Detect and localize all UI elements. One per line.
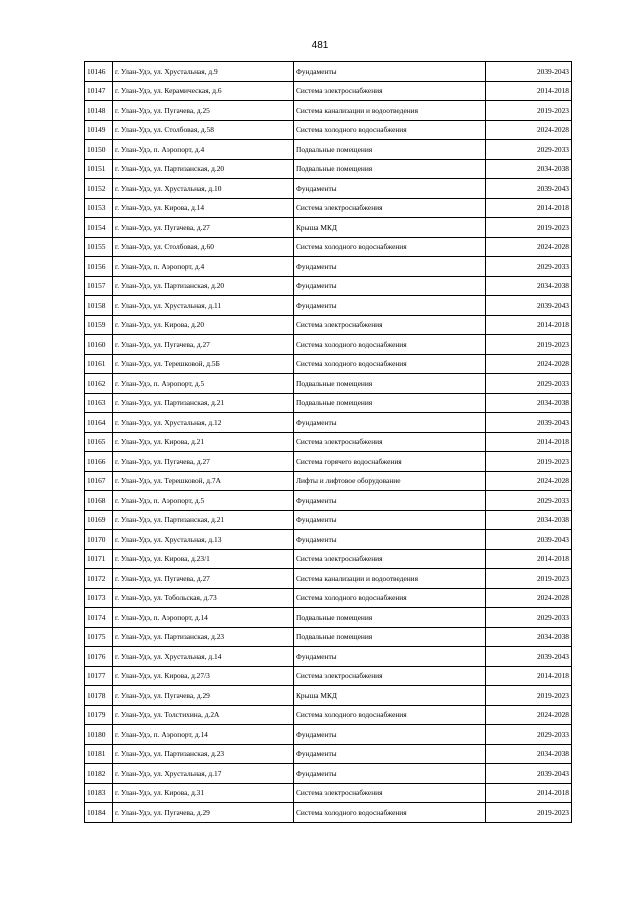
system-cell: Фундаменты <box>294 530 486 550</box>
system-cell: Фундаменты <box>294 296 486 316</box>
period-cell: 2014-2018 <box>486 783 572 803</box>
address-cell: г. Улан-Удэ, ул. Терешковой, д.7А <box>113 471 294 491</box>
row-number-cell: 10158 <box>85 296 113 316</box>
registry-table-body <box>85 62 572 823</box>
period-cell: 2034-2038 <box>486 627 572 647</box>
row-number-cell: 10163 <box>85 393 113 413</box>
table-row <box>85 198 572 218</box>
address-cell: г. Улан-Удэ, п. Аэропорт, д.14 <box>113 725 294 745</box>
address-cell: г. Улан-Удэ, ул. Пугачева, д.27 <box>113 218 294 238</box>
table-row <box>85 432 572 452</box>
period-cell: 2029-2033 <box>486 491 572 511</box>
system-cell: Фундаменты <box>294 179 486 199</box>
system-cell: Крыша МКД <box>294 218 486 238</box>
row-number-cell: 10170 <box>85 530 113 550</box>
table-row <box>85 159 572 179</box>
system-cell: Подвальные помещения <box>294 393 486 413</box>
row-number-cell: 10167 <box>85 471 113 491</box>
row-number-cell: 10171 <box>85 549 113 569</box>
period-cell: 2039-2043 <box>486 764 572 784</box>
table-row <box>85 627 572 647</box>
row-number-cell: 10182 <box>85 764 113 784</box>
address-cell: г. Улан-Удэ, ул. Пугачева, д.29 <box>113 803 294 823</box>
address-cell: г. Улан-Удэ, ул. Керамическая, д.6 <box>113 81 294 101</box>
row-number-cell: 10157 <box>85 276 113 296</box>
period-cell: 2029-2033 <box>486 374 572 394</box>
row-number-cell: 10150 <box>85 140 113 160</box>
row-number-cell: 10156 <box>85 257 113 277</box>
system-cell: Подвальные помещения <box>294 627 486 647</box>
period-cell: 2024-2028 <box>486 354 572 374</box>
table-row <box>85 744 572 764</box>
period-cell: 2019-2023 <box>486 686 572 706</box>
address-cell: г. Улан-Удэ, ул. Тобольская, д.73 <box>113 588 294 608</box>
table-row <box>85 354 572 374</box>
table-row <box>85 725 572 745</box>
system-cell: Фундаменты <box>294 647 486 667</box>
row-number-cell: 10173 <box>85 588 113 608</box>
table-row <box>85 471 572 491</box>
period-cell: 2024-2028 <box>486 588 572 608</box>
system-cell: Подвальные помещения <box>294 608 486 628</box>
system-cell: Система электроснабжения <box>294 432 486 452</box>
period-cell: 2014-2018 <box>486 432 572 452</box>
period-cell: 2039-2043 <box>486 647 572 667</box>
period-cell: 2039-2043 <box>486 530 572 550</box>
system-cell: Система холодного водоснабжения <box>294 237 486 257</box>
system-cell: Подвальные помещения <box>294 159 486 179</box>
registry-table <box>84 61 572 823</box>
system-cell: Система электроснабжения <box>294 783 486 803</box>
row-number-cell: 10164 <box>85 413 113 433</box>
period-cell: 2019-2023 <box>486 569 572 589</box>
address-cell: г. Улан-Удэ, ул. Пугачева, д.27 <box>113 569 294 589</box>
period-cell: 2014-2018 <box>486 81 572 101</box>
row-number-cell: 10175 <box>85 627 113 647</box>
address-cell: г. Улан-Удэ, ул. Кирова, д.14 <box>113 198 294 218</box>
row-number-cell: 10160 <box>85 335 113 355</box>
table-row <box>85 764 572 784</box>
row-number-cell: 10181 <box>85 744 113 764</box>
address-cell: г. Улан-Удэ, ул. Толстихина, д.2А <box>113 705 294 725</box>
system-cell: Лифты и лифтовое оборудование <box>294 471 486 491</box>
row-number-cell: 10178 <box>85 686 113 706</box>
table-row <box>85 588 572 608</box>
address-cell: г. Улан-Удэ, ул. Пугачева, д.27 <box>113 452 294 472</box>
address-cell: г. Улан-Удэ, ул. Партизанская, д.21 <box>113 510 294 530</box>
address-cell: г. Улан-Удэ, ул. Хрустальная, д.13 <box>113 530 294 550</box>
row-number-cell: 10152 <box>85 179 113 199</box>
row-number-cell: 10147 <box>85 81 113 101</box>
system-cell: Система горячего водоснабжения <box>294 452 486 472</box>
period-cell: 2034-2038 <box>486 159 572 179</box>
table-row <box>85 452 572 472</box>
system-cell: Фундаменты <box>294 510 486 530</box>
period-cell: 2029-2033 <box>486 608 572 628</box>
table-row <box>85 276 572 296</box>
address-cell: г. Улан-Удэ, п. Аэропорт, д.5 <box>113 374 294 394</box>
address-cell: г. Улан-Удэ, ул. Терешковой, д.5Б <box>113 354 294 374</box>
table-row <box>85 179 572 199</box>
table-row <box>85 335 572 355</box>
address-cell: г. Улан-Удэ, ул. Партизанская, д.23 <box>113 627 294 647</box>
address-cell: г. Улан-Удэ, ул. Партизанская, д.21 <box>113 393 294 413</box>
system-cell: Система электроснабжения <box>294 549 486 569</box>
table-row <box>85 315 572 335</box>
row-number-cell: 10148 <box>85 101 113 121</box>
table-row <box>85 686 572 706</box>
system-cell: Фундаменты <box>294 744 486 764</box>
row-number-cell: 10177 <box>85 666 113 686</box>
table-row <box>85 549 572 569</box>
row-number-cell: 10161 <box>85 354 113 374</box>
address-cell: г. Улан-Удэ, ул. Кирова, д.31 <box>113 783 294 803</box>
address-cell: г. Улан-Удэ, ул. Хрустальная, д.14 <box>113 647 294 667</box>
period-cell: 2029-2033 <box>486 725 572 745</box>
row-number-cell: 10162 <box>85 374 113 394</box>
address-cell: г. Улан-Удэ, ул. Кирова, д.20 <box>113 315 294 335</box>
row-number-cell: 10153 <box>85 198 113 218</box>
period-cell: 2024-2028 <box>486 120 572 140</box>
system-cell: Система канализации и водоотведения <box>294 101 486 121</box>
table-row <box>85 666 572 686</box>
address-cell: г. Улан-Удэ, ул. Столбовая, д.58 <box>113 120 294 140</box>
period-cell: 2024-2028 <box>486 705 572 725</box>
row-number-cell: 10154 <box>85 218 113 238</box>
period-cell: 2019-2023 <box>486 452 572 472</box>
system-cell: Фундаменты <box>294 62 486 82</box>
address-cell: г. Улан-Удэ, ул. Пугачева, д.25 <box>113 101 294 121</box>
row-number-cell: 10180 <box>85 725 113 745</box>
row-number-cell: 10155 <box>85 237 113 257</box>
system-cell: Система электроснабжения <box>294 81 486 101</box>
row-number-cell: 10184 <box>85 803 113 823</box>
table-row <box>85 783 572 803</box>
address-cell: г. Улан-Удэ, ул. Партизанская, д.20 <box>113 159 294 179</box>
system-cell: Система канализации и водоотведения <box>294 569 486 589</box>
address-cell: г. Улан-Удэ, ул. Хрустальная, д.10 <box>113 179 294 199</box>
system-cell: Подвальные помещения <box>294 374 486 394</box>
system-cell: Крыша МКД <box>294 686 486 706</box>
row-number-cell: 10151 <box>85 159 113 179</box>
page-number: 481 <box>311 40 329 51</box>
period-cell: 2034-2038 <box>486 276 572 296</box>
row-number-cell: 10174 <box>85 608 113 628</box>
system-cell: Система холодного водоснабжения <box>294 803 486 823</box>
period-cell: 2034-2038 <box>486 744 572 764</box>
period-cell: 2024-2028 <box>486 471 572 491</box>
system-cell: Фундаменты <box>294 725 486 745</box>
period-cell: 2029-2033 <box>486 140 572 160</box>
row-number-cell: 10168 <box>85 491 113 511</box>
row-number-cell: 10183 <box>85 783 113 803</box>
row-number-cell: 10176 <box>85 647 113 667</box>
address-cell: г. Улан-Удэ, п. Аэропорт, д.4 <box>113 140 294 160</box>
period-cell: 2019-2023 <box>486 335 572 355</box>
address-cell: г. Улан-Удэ, ул. Пугачева, д.27 <box>113 335 294 355</box>
table-row <box>85 647 572 667</box>
table-row <box>85 296 572 316</box>
address-cell: г. Улан-Удэ, ул. Хрустальная, д.17 <box>113 764 294 784</box>
period-cell: 2019-2023 <box>486 803 572 823</box>
row-number-cell: 10149 <box>85 120 113 140</box>
system-cell: Система электроснабжения <box>294 315 486 335</box>
table-row <box>85 803 572 823</box>
period-cell: 2019-2023 <box>486 218 572 238</box>
system-cell: Система холодного водоснабжения <box>294 120 486 140</box>
system-cell: Система электроснабжения <box>294 198 486 218</box>
table-row <box>85 705 572 725</box>
table-row <box>85 120 572 140</box>
period-cell: 2014-2018 <box>486 315 572 335</box>
system-cell: Система холодного водоснабжения <box>294 335 486 355</box>
table-row <box>85 569 572 589</box>
row-number-cell: 10165 <box>85 432 113 452</box>
system-cell: Фундаменты <box>294 413 486 433</box>
period-cell: 2014-2018 <box>486 549 572 569</box>
system-cell: Фундаменты <box>294 257 486 277</box>
address-cell: г. Улан-Удэ, ул. Пугачева, д.29 <box>113 686 294 706</box>
address-cell: г. Улан-Удэ, ул. Хрустальная, д.11 <box>113 296 294 316</box>
table-row <box>85 218 572 238</box>
address-cell: г. Улан-Удэ, ул. Кирова, д.21 <box>113 432 294 452</box>
period-cell: 2039-2043 <box>486 179 572 199</box>
period-cell: 2029-2033 <box>486 257 572 277</box>
period-cell: 2039-2043 <box>486 62 572 82</box>
table-row <box>85 140 572 160</box>
address-cell: г. Улан-Удэ, ул. Партизанская, д.20 <box>113 276 294 296</box>
table-row <box>85 491 572 511</box>
table-row <box>85 81 572 101</box>
row-number-cell: 10169 <box>85 510 113 530</box>
table-row <box>85 530 572 550</box>
system-cell: Подвальные помещения <box>294 140 486 160</box>
system-cell: Система холодного водоснабжения <box>294 354 486 374</box>
row-number-cell: 10159 <box>85 315 113 335</box>
table-row <box>85 62 572 82</box>
address-cell: г. Улан-Удэ, ул. Кирова, д.27/3 <box>113 666 294 686</box>
system-cell: Фундаменты <box>294 491 486 511</box>
system-cell: Система холодного водоснабжения <box>294 588 486 608</box>
row-number-cell: 10179 <box>85 705 113 725</box>
system-cell: Система холодного водоснабжения <box>294 705 486 725</box>
address-cell: г. Улан-Удэ, ул. Кирова, д.23/1 <box>113 549 294 569</box>
table-row <box>85 237 572 257</box>
address-cell: г. Улан-Удэ, ул. Хрустальная, д.9 <box>113 62 294 82</box>
table-row <box>85 608 572 628</box>
period-cell: 2034-2038 <box>486 393 572 413</box>
period-cell: 2034-2038 <box>486 510 572 530</box>
row-number-cell: 10166 <box>85 452 113 472</box>
row-number-cell: 10172 <box>85 569 113 589</box>
period-cell: 2014-2018 <box>486 666 572 686</box>
row-number-cell: 10146 <box>85 62 113 82</box>
address-cell: г. Улан-Удэ, ул. Партизанская, д.23 <box>113 744 294 764</box>
system-cell: Фундаменты <box>294 276 486 296</box>
address-cell: г. Улан-Удэ, ул. Столбовая, д.60 <box>113 237 294 257</box>
address-cell: г. Улан-Удэ, п. Аэропорт, д.4 <box>113 257 294 277</box>
table-row <box>85 510 572 530</box>
table-row <box>85 101 572 121</box>
system-cell: Система электроснабжения <box>294 666 486 686</box>
table-row <box>85 257 572 277</box>
table-row <box>85 393 572 413</box>
address-cell: г. Улан-Удэ, п. Аэропорт, д.5 <box>113 491 294 511</box>
period-cell: 2014-2018 <box>486 198 572 218</box>
period-cell: 2019-2023 <box>486 101 572 121</box>
table-row <box>85 374 572 394</box>
address-cell: г. Улан-Удэ, п. Аэропорт, д.14 <box>113 608 294 628</box>
address-cell: г. Улан-Удэ, ул. Хрустальная, д.12 <box>113 413 294 433</box>
system-cell: Фундаменты <box>294 764 486 784</box>
period-cell: 2039-2043 <box>486 296 572 316</box>
table-row <box>85 413 572 433</box>
period-cell: 2024-2028 <box>486 237 572 257</box>
period-cell: 2039-2043 <box>486 413 572 433</box>
